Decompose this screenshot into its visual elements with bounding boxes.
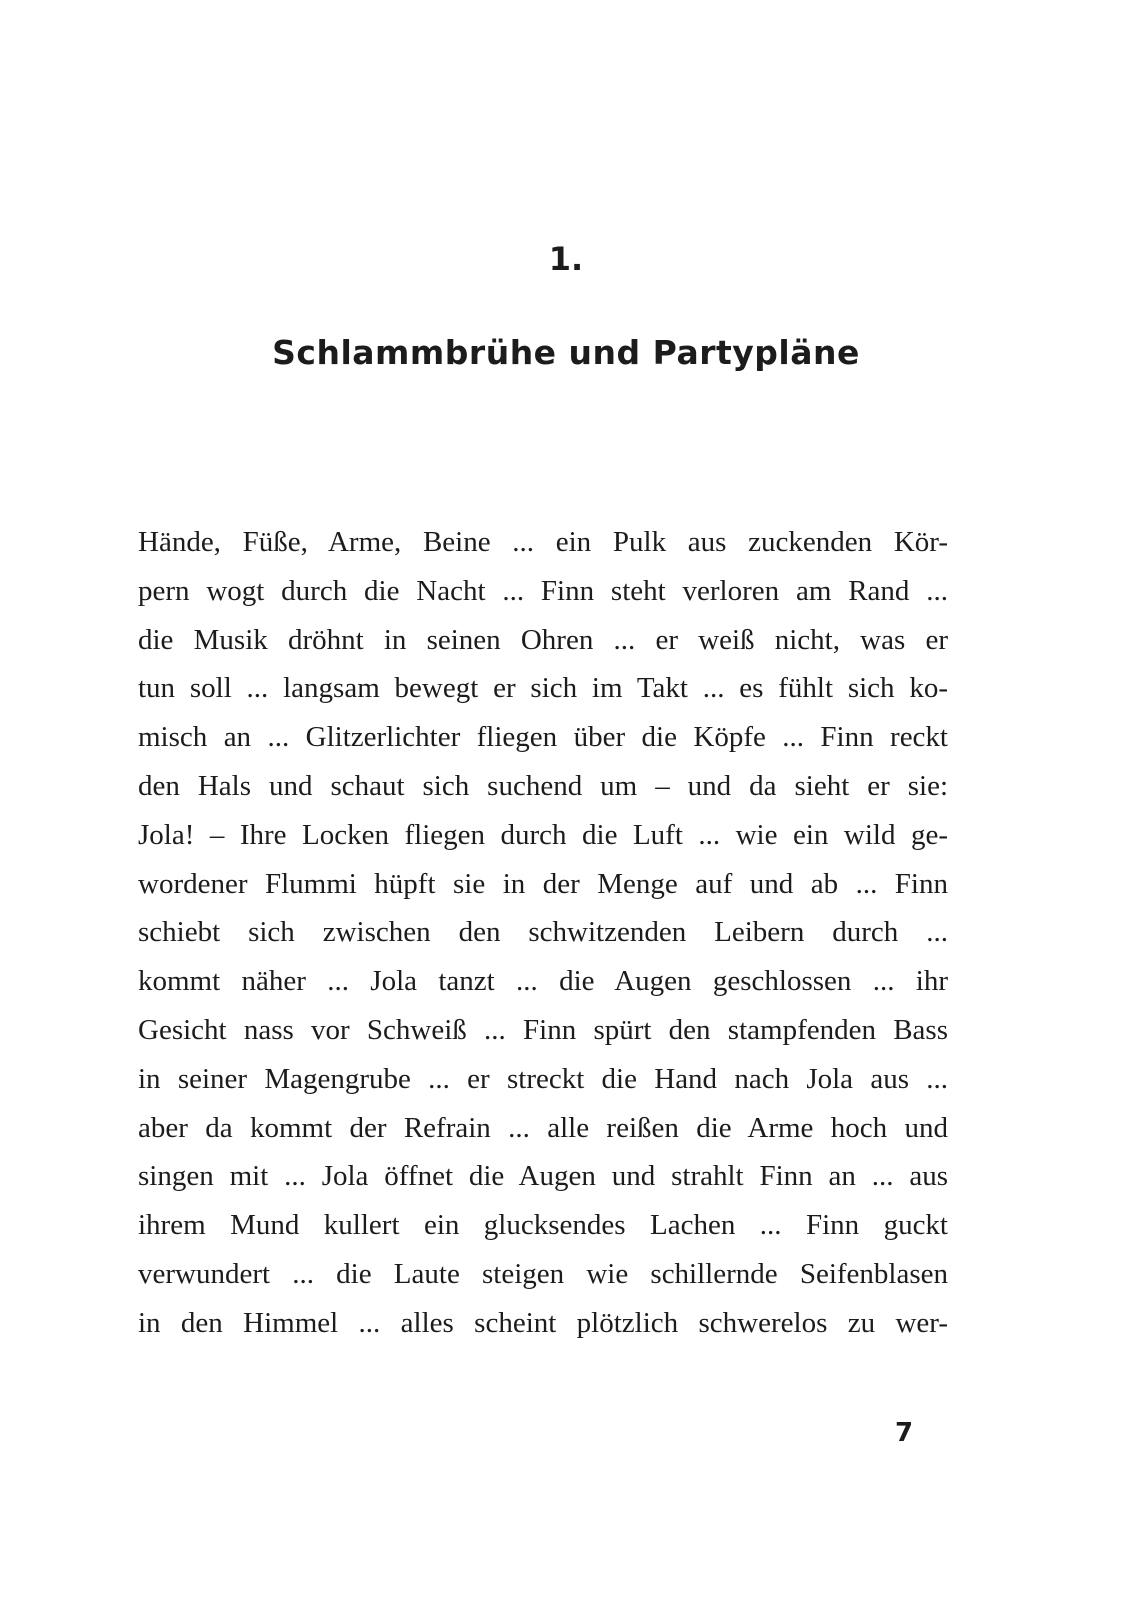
chapter-title: Schlammbrühe und Partypläne	[272, 333, 860, 372]
text-line: tun soll ... langsam bewegt er sich im Takt ... es fühlt sich ko-	[138, 672, 948, 705]
text-line: den Hals und schaut sich suchend um – und da sieht er sie:	[138, 769, 948, 802]
text-line: misch an ... Glitzerlichter fliegen über die Köpfe ... Finn reckt	[138, 721, 948, 754]
page-number: 7	[895, 1418, 914, 1448]
text-line: wordener Flummi hüpft sie in der Menge auf und ab ... Finn	[138, 867, 948, 900]
text-line: verwundert ... die Laute steigen wie schillernde Seifenblasen	[138, 1257, 948, 1290]
text-line: schiebt sich zwischen den schwitzenden Leibern durch ...	[138, 916, 948, 949]
text-line: in den Himmel ... alles scheint plötzlich schwerelos zu wer-	[138, 1306, 948, 1339]
chapter-number: 1.	[548, 240, 584, 278]
text-line: singen mit ... Jola öffnet die Augen und strahlt Finn an ... aus	[138, 1160, 948, 1193]
text-line: in seiner Magengrube ... er streckt die Hand nach Jola aus ...	[138, 1062, 948, 1095]
text-line: Gesicht nass vor Schweiß ... Finn spürt den stampfenden Bass	[138, 1013, 948, 1046]
text-line: kommt näher ... Jola tanzt ... die Augen geschlossen ... ihr	[138, 965, 948, 998]
text-line: Hände, Füße, Arme, Beine ... ein Pulk aus zuckenden Kör-	[138, 526, 948, 558]
text-line: aber da kommt der Refrain ... alle reißen die Arme hoch und	[138, 1111, 948, 1144]
text-line: ihrem Mund kullert ein glucksendes Lachen ... Finn guckt	[138, 1209, 948, 1242]
text-line: die Musik dröhnt in seinen Ohren ... er weiß nicht, was er	[138, 623, 948, 656]
text-line: Jola! – Ihre Locken fliegen durch die Luft ... wie ein wild ge-	[138, 818, 948, 851]
text-line: pern wogt durch die Nacht ... Finn steht verloren am Rand ...	[138, 574, 948, 607]
body-text	[138, 526, 948, 1356]
